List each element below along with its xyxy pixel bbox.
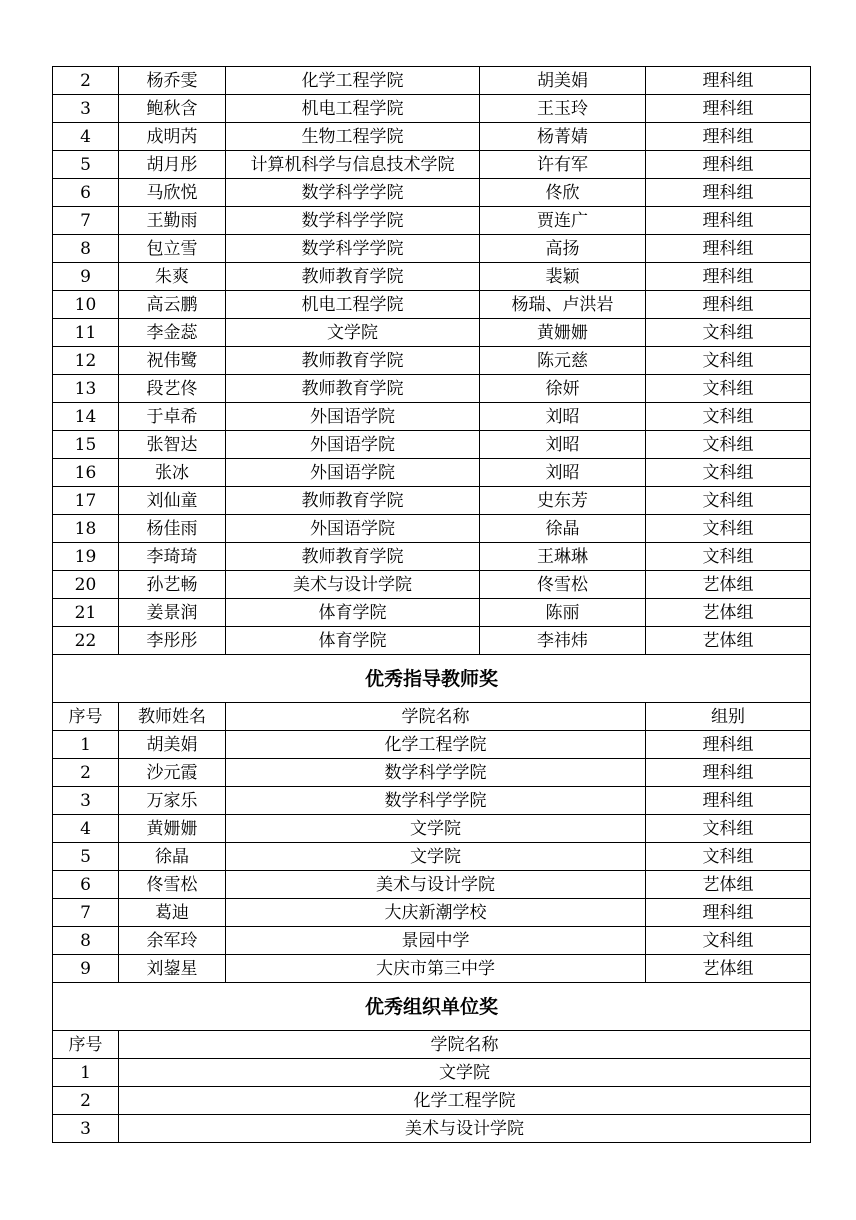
table-row bbox=[53, 291, 811, 319]
student-name: 杨佳雨 bbox=[119, 515, 226, 543]
advisor-name: 胡美娟 bbox=[480, 67, 646, 95]
student-name: 鲍秋含 bbox=[119, 95, 226, 123]
header-no: 序号 bbox=[53, 1031, 119, 1059]
advisor-name: 佟雪松 bbox=[480, 571, 646, 599]
group-name: 理科组 bbox=[646, 731, 811, 759]
student-name: 张冰 bbox=[119, 459, 226, 487]
row-number: 7 bbox=[53, 899, 119, 927]
row-number: 3 bbox=[53, 787, 119, 815]
table-row bbox=[53, 151, 811, 179]
row-number: 19 bbox=[53, 543, 119, 571]
group-name: 理科组 bbox=[646, 179, 811, 207]
advisor-name: 刘昭 bbox=[480, 459, 646, 487]
college-name: 文学院 bbox=[226, 319, 480, 347]
college-name: 文学院 bbox=[119, 1059, 811, 1087]
row-number: 14 bbox=[53, 403, 119, 431]
advisor-name: 徐妍 bbox=[480, 375, 646, 403]
table-row bbox=[53, 599, 811, 627]
college-name: 美术与设计学院 bbox=[226, 871, 646, 899]
row-number: 16 bbox=[53, 459, 119, 487]
group-name: 文科组 bbox=[646, 431, 811, 459]
student-name: 胡月彤 bbox=[119, 151, 226, 179]
student-name: 李琦琦 bbox=[119, 543, 226, 571]
advisor-name: 史东芳 bbox=[480, 487, 646, 515]
table-row bbox=[53, 263, 811, 291]
college-name: 外国语学院 bbox=[226, 403, 480, 431]
teacher-name: 徐晶 bbox=[119, 843, 226, 871]
table-row bbox=[53, 235, 811, 263]
row-number: 6 bbox=[53, 179, 119, 207]
student-name: 王勤雨 bbox=[119, 207, 226, 235]
table-row bbox=[53, 179, 811, 207]
row-number: 1 bbox=[53, 731, 119, 759]
advisor-name: 杨菁婧 bbox=[480, 123, 646, 151]
row-number: 8 bbox=[53, 235, 119, 263]
group-name: 文科组 bbox=[646, 347, 811, 375]
student-name: 朱爽 bbox=[119, 263, 226, 291]
advisor-name: 黄姗姗 bbox=[480, 319, 646, 347]
group-name: 理科组 bbox=[646, 899, 811, 927]
header-group: 组别 bbox=[646, 703, 811, 731]
table-row bbox=[53, 759, 811, 787]
college-name: 化学工程学院 bbox=[119, 1087, 811, 1115]
advisor-name: 陈丽 bbox=[480, 599, 646, 627]
row-number: 12 bbox=[53, 347, 119, 375]
table-row bbox=[53, 571, 811, 599]
table-row bbox=[53, 403, 811, 431]
student-rows bbox=[53, 67, 811, 655]
row-number: 21 bbox=[53, 599, 119, 627]
table-row bbox=[53, 815, 811, 843]
table-row bbox=[53, 1115, 811, 1143]
row-number: 9 bbox=[53, 955, 119, 983]
table-row bbox=[53, 787, 811, 815]
college-name: 数学科学学院 bbox=[226, 759, 646, 787]
row-number: 10 bbox=[53, 291, 119, 319]
row-number: 11 bbox=[53, 319, 119, 347]
group-name: 理科组 bbox=[646, 759, 811, 787]
header-teacher-name: 教师姓名 bbox=[119, 703, 226, 731]
row-number: 2 bbox=[53, 759, 119, 787]
advisor-name: 贾连广 bbox=[480, 207, 646, 235]
row-number: 3 bbox=[53, 1115, 119, 1143]
teacher-name: 刘鋆星 bbox=[119, 955, 226, 983]
student-name: 刘仙童 bbox=[119, 487, 226, 515]
advisor-name: 高扬 bbox=[480, 235, 646, 263]
college-name: 数学科学学院 bbox=[226, 787, 646, 815]
college-name: 外国语学院 bbox=[226, 515, 480, 543]
table-row bbox=[53, 843, 811, 871]
student-name: 祝伟鹭 bbox=[119, 347, 226, 375]
college-name: 教师教育学院 bbox=[226, 375, 480, 403]
student-name: 于卓希 bbox=[119, 403, 226, 431]
group-name: 文科组 bbox=[646, 843, 811, 871]
advisor-name: 陈元慈 bbox=[480, 347, 646, 375]
student-name: 张智达 bbox=[119, 431, 226, 459]
group-name: 理科组 bbox=[646, 291, 811, 319]
row-number: 15 bbox=[53, 431, 119, 459]
college-name: 教师教育学院 bbox=[226, 543, 480, 571]
group-name: 理科组 bbox=[646, 67, 811, 95]
college-name: 机电工程学院 bbox=[226, 95, 480, 123]
org-award-title: 优秀组织单位奖 bbox=[53, 983, 811, 1031]
table-row bbox=[53, 207, 811, 235]
table-row bbox=[53, 731, 811, 759]
teacher-award-section bbox=[53, 655, 811, 731]
row-number: 22 bbox=[53, 627, 119, 655]
college-name: 计算机科学与信息技术学院 bbox=[226, 151, 480, 179]
college-name: 化学工程学院 bbox=[226, 731, 646, 759]
group-name: 文科组 bbox=[646, 927, 811, 955]
college-name: 教师教育学院 bbox=[226, 487, 480, 515]
student-name: 段艺佟 bbox=[119, 375, 226, 403]
group-name: 理科组 bbox=[646, 95, 811, 123]
table-row bbox=[53, 347, 811, 375]
college-name: 体育学院 bbox=[226, 599, 480, 627]
college-name: 大庆市第三中学 bbox=[226, 955, 646, 983]
group-name: 理科组 bbox=[646, 207, 811, 235]
teacher-award-header-row bbox=[53, 703, 811, 731]
group-name: 理科组 bbox=[646, 235, 811, 263]
group-name: 理科组 bbox=[646, 263, 811, 291]
group-name: 艺体组 bbox=[646, 571, 811, 599]
teacher-award-title: 优秀指导教师奖 bbox=[53, 655, 811, 703]
table-row bbox=[53, 319, 811, 347]
row-number: 20 bbox=[53, 571, 119, 599]
table-row bbox=[53, 95, 811, 123]
advisor-name: 杨瑞、卢洪岩 bbox=[480, 291, 646, 319]
student-name: 高云鹏 bbox=[119, 291, 226, 319]
table-row bbox=[53, 927, 811, 955]
group-name: 文科组 bbox=[646, 515, 811, 543]
table-row bbox=[53, 487, 811, 515]
teacher-name: 葛迪 bbox=[119, 899, 226, 927]
college-name: 教师教育学院 bbox=[226, 263, 480, 291]
college-name: 美术与设计学院 bbox=[119, 1115, 811, 1143]
advisor-name: 佟欣 bbox=[480, 179, 646, 207]
header-no: 序号 bbox=[53, 703, 119, 731]
org-award-section bbox=[53, 983, 811, 1059]
advisor-name: 李祎炜 bbox=[480, 627, 646, 655]
college-name: 数学科学学院 bbox=[226, 235, 480, 263]
student-name: 包立雪 bbox=[119, 235, 226, 263]
row-number: 2 bbox=[53, 67, 119, 95]
awards-table bbox=[52, 66, 811, 1143]
advisor-name: 徐晶 bbox=[480, 515, 646, 543]
teacher-name: 沙元霞 bbox=[119, 759, 226, 787]
table-row bbox=[53, 627, 811, 655]
group-name: 文科组 bbox=[646, 459, 811, 487]
row-number: 2 bbox=[53, 1087, 119, 1115]
student-name: 李金蕊 bbox=[119, 319, 226, 347]
advisor-name: 刘昭 bbox=[480, 403, 646, 431]
org-award-header-row bbox=[53, 1031, 811, 1059]
teacher-name: 余军玲 bbox=[119, 927, 226, 955]
table-row bbox=[53, 431, 811, 459]
group-name: 理科组 bbox=[646, 787, 811, 815]
advisor-name: 裴颖 bbox=[480, 263, 646, 291]
college-name: 机电工程学院 bbox=[226, 291, 480, 319]
row-number: 7 bbox=[53, 207, 119, 235]
org-rows bbox=[53, 1059, 811, 1143]
college-name: 外国语学院 bbox=[226, 431, 480, 459]
table-row bbox=[53, 515, 811, 543]
student-name: 姜景润 bbox=[119, 599, 226, 627]
group-name: 艺体组 bbox=[646, 871, 811, 899]
org-award-heading-row bbox=[53, 983, 811, 1031]
table-row bbox=[53, 543, 811, 571]
table-row bbox=[53, 899, 811, 927]
college-name: 化学工程学院 bbox=[226, 67, 480, 95]
row-number: 9 bbox=[53, 263, 119, 291]
advisor-name: 许有军 bbox=[480, 151, 646, 179]
group-name: 艺体组 bbox=[646, 955, 811, 983]
student-name: 孙艺畅 bbox=[119, 571, 226, 599]
table-row bbox=[53, 459, 811, 487]
table-row bbox=[53, 955, 811, 983]
row-number: 5 bbox=[53, 843, 119, 871]
student-name: 李彤彤 bbox=[119, 627, 226, 655]
row-number: 1 bbox=[53, 1059, 119, 1087]
teacher-name: 万家乐 bbox=[119, 787, 226, 815]
advisor-name: 王玉玲 bbox=[480, 95, 646, 123]
teacher-rows bbox=[53, 731, 811, 983]
advisor-name: 王琳琳 bbox=[480, 543, 646, 571]
group-name: 文科组 bbox=[646, 815, 811, 843]
group-name: 艺体组 bbox=[646, 599, 811, 627]
row-number: 18 bbox=[53, 515, 119, 543]
row-number: 3 bbox=[53, 95, 119, 123]
student-name: 马欣悦 bbox=[119, 179, 226, 207]
college-name: 数学科学学院 bbox=[226, 207, 480, 235]
college-name: 景园中学 bbox=[226, 927, 646, 955]
header-college: 学院名称 bbox=[119, 1031, 811, 1059]
college-name: 文学院 bbox=[226, 815, 646, 843]
table-row bbox=[53, 67, 811, 95]
college-name: 数学科学学院 bbox=[226, 179, 480, 207]
row-number: 6 bbox=[53, 871, 119, 899]
college-name: 文学院 bbox=[226, 843, 646, 871]
table-row bbox=[53, 871, 811, 899]
college-name: 外国语学院 bbox=[226, 459, 480, 487]
college-name: 大庆新潮学校 bbox=[226, 899, 646, 927]
header-college: 学院名称 bbox=[226, 703, 646, 731]
college-name: 体育学院 bbox=[226, 627, 480, 655]
group-name: 理科组 bbox=[646, 123, 811, 151]
student-name: 成明芮 bbox=[119, 123, 226, 151]
teacher-name: 黄姗姗 bbox=[119, 815, 226, 843]
group-name: 理科组 bbox=[646, 151, 811, 179]
row-number: 17 bbox=[53, 487, 119, 515]
college-name: 教师教育学院 bbox=[226, 347, 480, 375]
row-number: 13 bbox=[53, 375, 119, 403]
group-name: 文科组 bbox=[646, 403, 811, 431]
row-number: 4 bbox=[53, 123, 119, 151]
group-name: 文科组 bbox=[646, 543, 811, 571]
advisor-name: 刘昭 bbox=[480, 431, 646, 459]
group-name: 文科组 bbox=[646, 375, 811, 403]
table-row bbox=[53, 375, 811, 403]
row-number: 8 bbox=[53, 927, 119, 955]
table-row bbox=[53, 123, 811, 151]
teacher-award-heading-row bbox=[53, 655, 811, 703]
table-row bbox=[53, 1059, 811, 1087]
college-name: 美术与设计学院 bbox=[226, 571, 480, 599]
college-name: 生物工程学院 bbox=[226, 123, 480, 151]
group-name: 文科组 bbox=[646, 319, 811, 347]
group-name: 艺体组 bbox=[646, 627, 811, 655]
row-number: 4 bbox=[53, 815, 119, 843]
row-number: 5 bbox=[53, 151, 119, 179]
table-row bbox=[53, 1087, 811, 1115]
teacher-name: 佟雪松 bbox=[119, 871, 226, 899]
group-name: 文科组 bbox=[646, 487, 811, 515]
student-name: 杨乔雯 bbox=[119, 67, 226, 95]
teacher-name: 胡美娟 bbox=[119, 731, 226, 759]
